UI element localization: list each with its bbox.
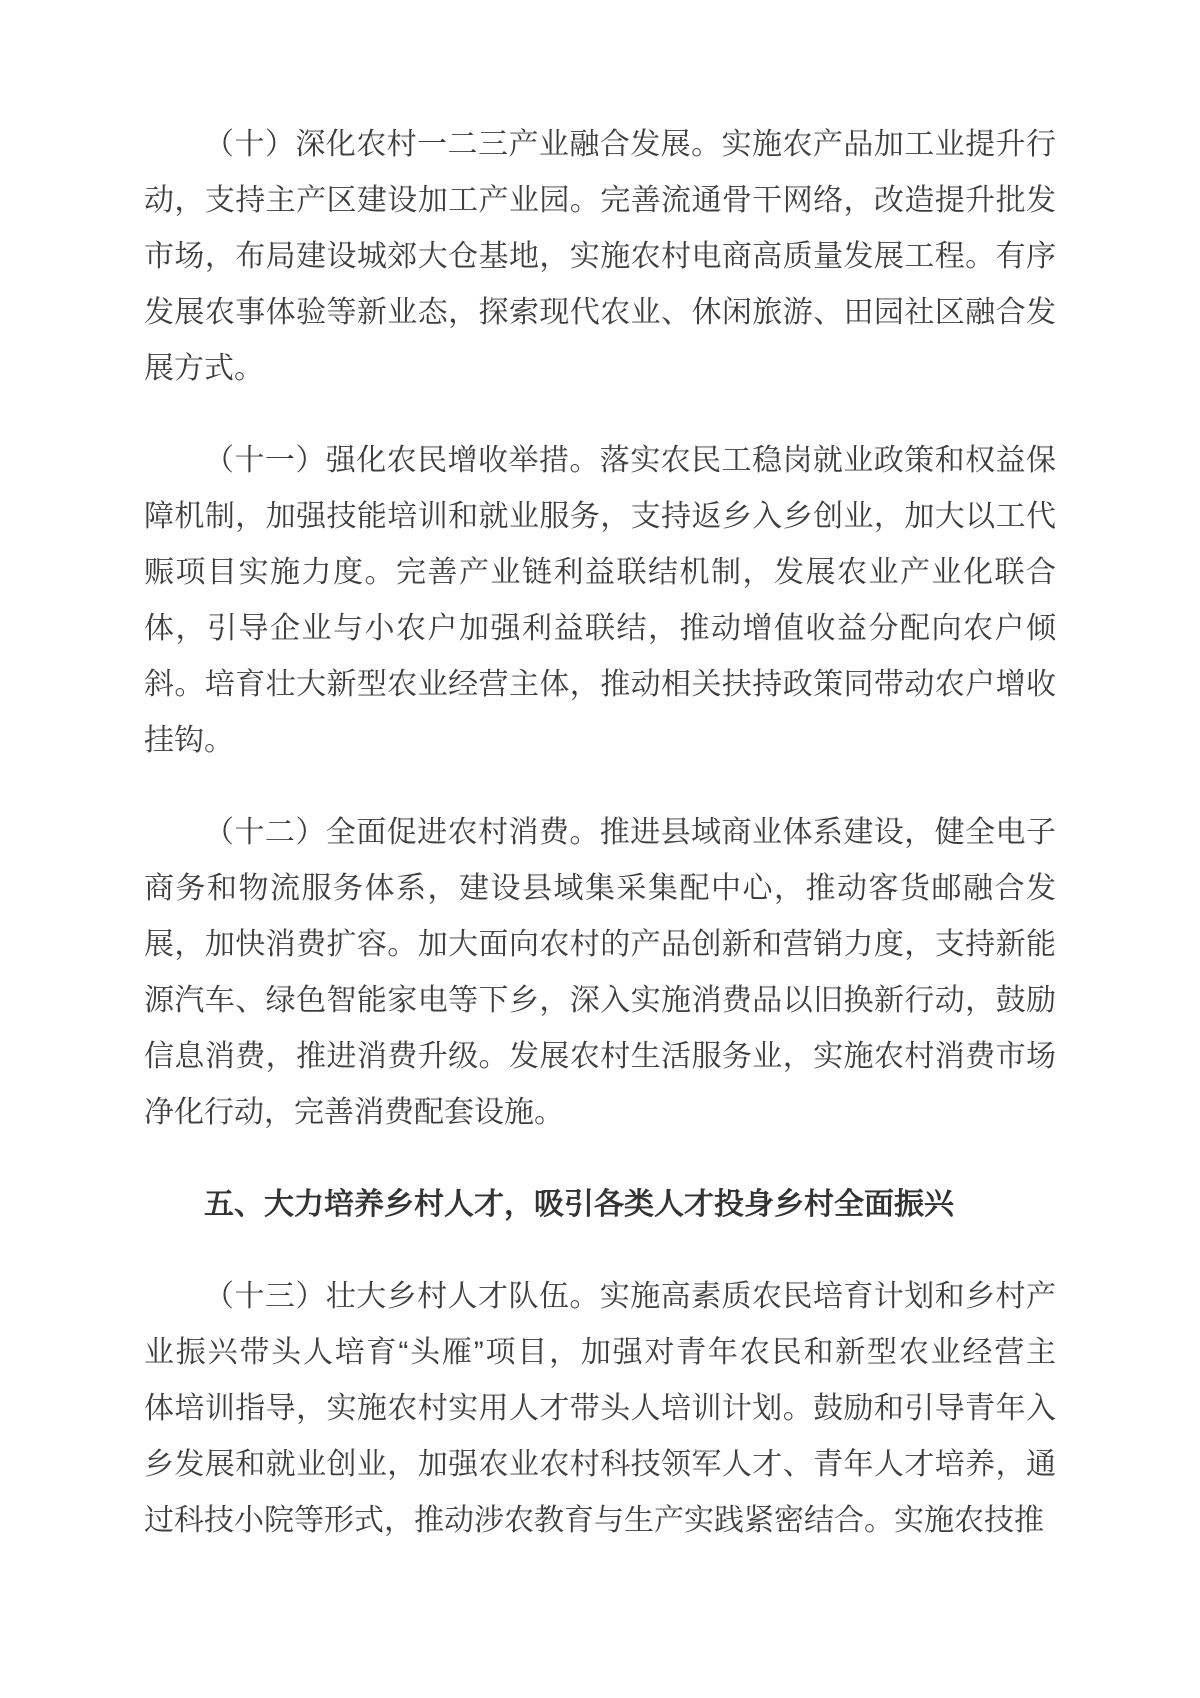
paragraph-item-13: [144, 1269, 1056, 1549]
text-line: 发展农事体验等新业态，探索现代农业、休闲旅游、田园社区融合发: [144, 296, 1056, 329]
text-line: 净化行动，完善消费配套设施。: [144, 1096, 564, 1129]
text-line: 商务和物流服务体系，建设县域集采集配中心，推动客货邮融合发: [144, 872, 1056, 905]
text-line: 市场，布局建设城郊大仓基地，实施农村电商高质量发展工程。有序: [144, 240, 1056, 273]
text-line: 业振兴带头人培育“头雁”项目，加强对青年农民和新型农业经营主: [144, 1336, 1056, 1369]
text-line: 过科技小院等形式，推动涉农教育与生产实践紧密结合。实施农技推: [144, 1504, 1044, 1537]
text-line: 障机制，加强技能培训和就业服务，支持返乡入乡创业，加大以工代: [144, 500, 1056, 533]
paragraph-item-11: [144, 433, 1056, 769]
text-line: （十）深化农村一二三产业融合发展。实施农产品加工业提升行: [204, 128, 1056, 161]
text-line: 五、大力培养乡村人才，吸引各类人才投身乡村全面振兴: [204, 1188, 954, 1221]
text-line: 展方式。: [144, 352, 264, 385]
text-line: 乡发展和就业创业，加强农业农村科技领军人才、青年人才培养，通: [144, 1448, 1056, 1481]
text-line: 展，加快消费扩容。加大面向农村的产品创新和营销力度，支持新能: [144, 928, 1056, 961]
text-line: 体培训指导，实施农村实用人才带头人培训计划。鼓励和引导青年入: [144, 1392, 1056, 1425]
text-line: （十三）壮大乡村人才队伍。实施高素质农民培育计划和乡村产: [204, 1280, 1056, 1313]
text-line: 挂钩。: [144, 724, 234, 757]
text-line: 斜。培育壮大新型农业经营主体，推动相关扶持政策同带动农户增收: [144, 668, 1056, 701]
text-line: 源汽车、绿色智能家电等下乡，深入实施消费品以旧换新行动，鼓励: [144, 984, 1056, 1017]
text-line: 动，支持主产区建设加工产业园。完善流通骨干网络，改造提升批发: [144, 184, 1056, 217]
section-heading-5: [144, 1177, 1056, 1233]
text-line: 赈项目实施力度。完善产业链利益联结机制，发展农业产业化联合: [144, 556, 1056, 589]
text-line: （十二）全面促进农村消费。推进县域商业体系建设，健全电子: [204, 816, 1056, 849]
paragraph-item-12: [144, 805, 1056, 1141]
paragraph-item-10: [144, 117, 1056, 397]
text-line: 体，引导企业与小农户加强利益联结，推动增值收益分配向农户倾: [144, 612, 1056, 645]
text-line: （十一）强化农民增收举措。落实农民工稳岗就业政策和权益保: [204, 444, 1056, 477]
text-line: 信息消费，推进消费升级。发展农村生活服务业，实施农村消费市场: [144, 1040, 1056, 1073]
